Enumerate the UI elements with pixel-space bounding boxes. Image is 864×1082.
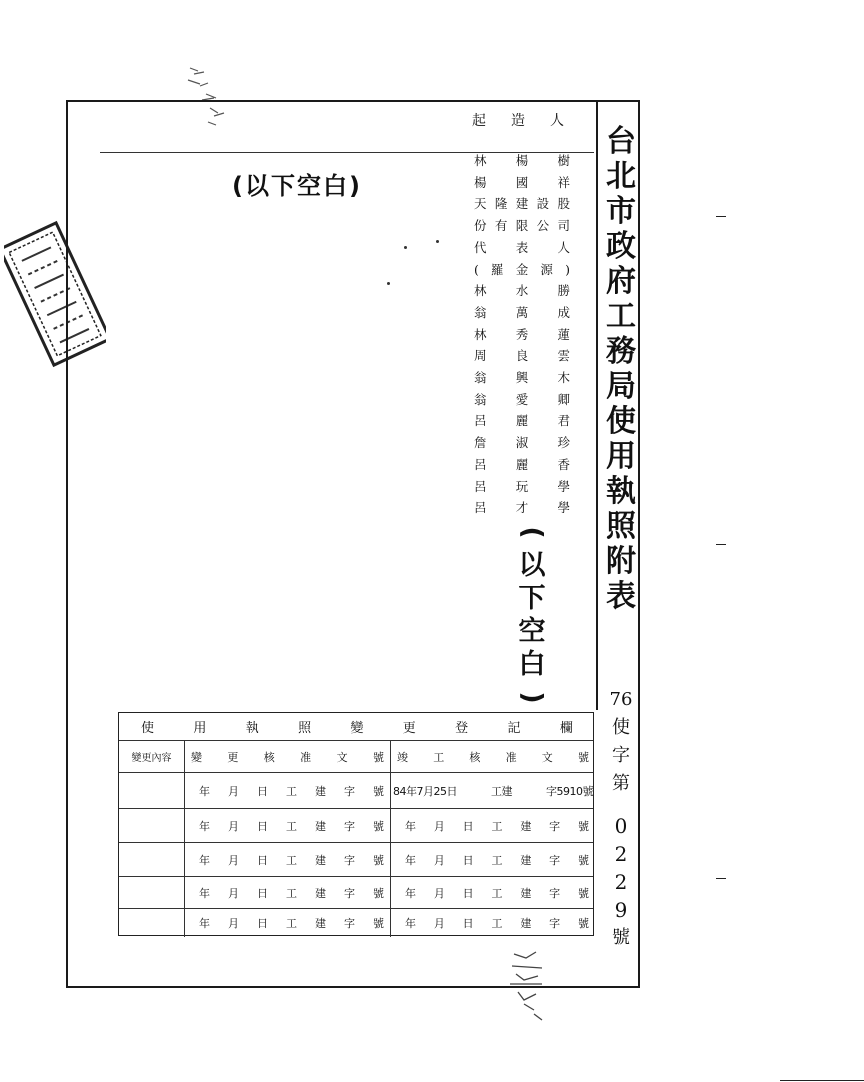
template-char: 月 — [433, 917, 445, 930]
template-char: 年 — [199, 886, 210, 900]
change-content-cell — [119, 843, 185, 876]
template-char: 年 — [199, 819, 210, 833]
applicant-char: 建 — [515, 196, 529, 212]
applicant-char: 淑 — [515, 435, 529, 451]
applicant-char: 萬 — [515, 304, 529, 320]
change-register-table — [118, 712, 594, 936]
approval-number-cell — [185, 909, 391, 937]
applicant-char: 公 — [536, 218, 550, 234]
register-row — [119, 877, 593, 909]
document-number: 76 使 字 第 0 2 2 9 號 — [609, 689, 633, 948]
template-char: 日 — [257, 853, 268, 867]
template-char: 號 — [577, 886, 589, 900]
applicant-char: 份 — [474, 218, 487, 234]
applicant-char: 金 — [515, 261, 529, 277]
applicant-char: 麗 — [515, 413, 529, 429]
template-char: 建 — [315, 917, 326, 930]
template-char: 日 — [462, 819, 474, 833]
register-title — [119, 713, 595, 740]
template-char: 號 — [373, 819, 384, 833]
applicant-char: 天 — [474, 196, 487, 212]
applicant-char: 周 — [474, 348, 487, 364]
applicant-char: 限 — [515, 218, 529, 234]
completion-number-cell — [391, 809, 595, 842]
register-row — [119, 909, 593, 937]
completion-number-cell — [391, 773, 595, 808]
blank-note-horizontal: (以下空白) — [232, 172, 362, 200]
col-completion-approval — [391, 741, 595, 772]
template-char: 月 — [228, 819, 239, 833]
template-char: 年 — [405, 853, 416, 867]
template-char: 建 — [520, 819, 532, 833]
applicant-row — [474, 150, 570, 172]
change-content-cell — [119, 909, 185, 937]
template-char: 月 — [433, 886, 445, 900]
applicant-row — [474, 476, 570, 498]
applicant-row — [474, 454, 570, 476]
header-char: 准 — [300, 750, 312, 764]
applicant-char: 翁 — [474, 304, 487, 320]
applicant-row — [474, 259, 570, 281]
template-char: 建 — [520, 886, 532, 900]
applicant-char: 興 — [515, 370, 529, 386]
register-title-char: 更 — [402, 721, 416, 736]
template-char: 工 — [286, 917, 297, 930]
applicant-char: 雲 — [557, 348, 570, 364]
applicant-char: 代 — [474, 239, 487, 255]
template-char: 字 — [549, 819, 561, 833]
register-title-char: 執 — [245, 721, 259, 736]
template-char: 工 — [491, 917, 503, 930]
template-char: 工 — [491, 853, 503, 867]
change-content-cell — [119, 773, 185, 808]
applicant-char: 楊 — [515, 153, 529, 168]
template-char: 工 — [286, 886, 297, 900]
template-char: 字 — [549, 917, 561, 930]
approval-number-cell — [185, 843, 391, 876]
template-char: 月 — [228, 784, 239, 798]
template-char: 字 — [344, 853, 355, 867]
template-char: 建 — [520, 917, 532, 930]
applicant-char: 麗 — [515, 456, 529, 472]
header-char: 變 — [191, 750, 202, 764]
register-title-char: 欄 — [559, 721, 573, 736]
applicant-row — [474, 302, 570, 324]
template-char: 工 — [286, 819, 297, 833]
applicant-char: 翁 — [474, 391, 487, 407]
approval-number-cell — [185, 877, 391, 908]
header-char: 核 — [263, 750, 275, 764]
template-char: 號 — [373, 784, 384, 798]
filled-date: 84年7月25日 — [393, 784, 457, 798]
register-title-char: 登 — [455, 721, 469, 736]
applicant-char: 勝 — [557, 283, 570, 299]
completion-number-cell — [391, 877, 595, 908]
template-char: 日 — [257, 819, 268, 833]
template-char: 工 — [491, 819, 503, 833]
template-char: 月 — [433, 819, 445, 833]
applicant-char: 水 — [515, 283, 529, 299]
template-char: 字 — [344, 819, 355, 833]
applicant-char: 國 — [515, 174, 529, 190]
applicant-char: 林 — [474, 153, 487, 168]
applicant-char: 源 — [540, 261, 553, 277]
register-row — [119, 809, 593, 843]
template-char: 字 — [344, 917, 355, 930]
applicant-char: 呂 — [474, 413, 487, 429]
col-change-content: 變更內容 — [119, 741, 185, 772]
applicant-char: 人 — [557, 239, 570, 255]
register-header-row — [119, 741, 593, 773]
applicant-char: 珍 — [557, 435, 570, 451]
margin-tick — [780, 1080, 864, 1081]
template-char: 工 — [286, 784, 297, 798]
template-char: 月 — [228, 886, 239, 900]
template-char: 建 — [315, 886, 326, 900]
applicant-char: 設 — [536, 196, 550, 212]
applicant-row — [474, 345, 570, 367]
approval-number-cell — [185, 809, 391, 842]
register-title-char: 用 — [193, 721, 207, 736]
applicant-char: 才 — [515, 500, 529, 516]
applicant-row — [474, 324, 570, 346]
applicant-char: 卿 — [557, 391, 570, 407]
template-char: 建 — [315, 784, 326, 798]
template-char: 日 — [462, 853, 474, 867]
template-char: 號 — [577, 819, 589, 833]
margin-tick — [716, 544, 726, 545]
header-char: 文 — [541, 750, 553, 764]
applicant-char: 秀 — [515, 326, 529, 342]
template-char: 工 — [286, 853, 297, 867]
template-char: 月 — [433, 853, 445, 867]
template-char: 年 — [405, 819, 416, 833]
applicant-char: ( — [474, 261, 479, 277]
applicant-char: 祥 — [557, 174, 570, 190]
template-char: 年 — [199, 853, 210, 867]
applicant-char: 有 — [494, 218, 508, 234]
applicant-char: 司 — [557, 218, 570, 234]
applicant-char: 呂 — [474, 478, 487, 494]
margin-tick — [716, 216, 726, 217]
template-char: 字 — [549, 886, 561, 900]
applicant-row — [474, 215, 570, 237]
applicant-row — [474, 432, 570, 454]
template-char: 號 — [577, 853, 589, 867]
blank-note-vertical: ( 以 下 空 白 ) — [516, 526, 548, 704]
applicant-char: 玩 — [515, 478, 529, 494]
register-title-char: 照 — [298, 721, 312, 736]
applicant-char: 成 — [557, 304, 570, 320]
register-row — [119, 773, 593, 809]
header-char: 竣 — [397, 750, 408, 764]
applicant-char: 林 — [474, 326, 487, 342]
template-char: 建 — [315, 853, 326, 867]
template-char: 字 — [344, 784, 355, 798]
template-char: 建 — [520, 853, 532, 867]
template-char: 日 — [462, 886, 474, 900]
applicant-char: 股 — [557, 196, 570, 212]
applicant-char: 羅 — [491, 261, 504, 277]
applicant-row — [474, 172, 570, 194]
template-char: 年 — [405, 886, 416, 900]
applicant-char: 隆 — [494, 196, 508, 212]
template-char: 月 — [228, 853, 239, 867]
applicant-char: 學 — [557, 478, 570, 494]
register-title-char: 記 — [507, 721, 521, 736]
applicant-char: 香 — [557, 456, 570, 472]
applicant-row — [474, 280, 570, 302]
header-char: 核 — [469, 750, 481, 764]
applicant-char: 學 — [557, 500, 570, 516]
header-char: 號 — [372, 750, 384, 764]
register-row — [119, 843, 593, 877]
approval-number-cell — [185, 773, 391, 808]
applicant-row — [474, 237, 570, 259]
applicant-char: 君 — [557, 413, 570, 429]
template-char: 日 — [462, 917, 474, 930]
title-divider — [596, 100, 598, 710]
completion-number-cell — [391, 909, 595, 937]
template-char: 工 — [491, 886, 503, 900]
applicant-char: ) — [565, 261, 570, 277]
applicant-row — [474, 367, 570, 389]
applicant-char: 楊 — [474, 174, 487, 190]
filled-number: 字5910號 — [546, 784, 593, 798]
register-title-char: 使 — [141, 721, 155, 736]
applicant-char: 愛 — [515, 391, 529, 407]
applicant-char: 木 — [557, 370, 570, 386]
applicants-header: 起 造 人 — [472, 113, 564, 129]
applicant-char: 良 — [515, 348, 529, 364]
template-char: 年 — [199, 917, 210, 930]
applicant-char: 呂 — [474, 456, 487, 472]
header-char: 工 — [433, 750, 445, 764]
header-char: 更 — [227, 750, 239, 764]
applicant-char: 樹 — [557, 153, 570, 168]
template-char: 號 — [373, 917, 384, 930]
applicant-char: 表 — [515, 239, 529, 255]
template-char: 日 — [257, 886, 268, 900]
applicant-row — [474, 410, 570, 432]
template-char: 月 — [228, 917, 239, 930]
applicant-char: 翁 — [474, 370, 487, 386]
document-title: 台 北 市 政 府 工 務 局 使 用 執 照 附 表 — [606, 124, 636, 614]
applicant-char: 蓮 — [557, 326, 570, 342]
applicant-row — [474, 389, 570, 411]
template-char: 日 — [257, 784, 268, 798]
change-content-cell — [119, 809, 185, 842]
change-content-cell — [119, 877, 185, 908]
applicant-char: 詹 — [474, 435, 487, 451]
margin-tick — [716, 878, 726, 879]
applicants-list — [474, 150, 570, 519]
applicant-row — [474, 193, 570, 215]
template-char: 年 — [199, 784, 210, 798]
template-char: 號 — [373, 853, 384, 867]
col-change-approval — [185, 741, 391, 772]
template-char: 年 — [405, 917, 416, 930]
template-char: 建 — [315, 819, 326, 833]
completion-number-cell — [391, 843, 595, 876]
template-char: 號 — [373, 886, 384, 900]
register-title-char: 變 — [350, 721, 364, 736]
template-char: 號 — [577, 917, 589, 930]
filled-office: 工建 — [491, 784, 512, 798]
template-char: 字 — [549, 853, 561, 867]
register-title-row — [119, 713, 593, 741]
header-char: 號 — [577, 750, 589, 764]
template-char: 字 — [344, 886, 355, 900]
applicant-char: 林 — [474, 283, 487, 299]
template-char: 日 — [257, 917, 268, 930]
header-char: 准 — [505, 750, 517, 764]
header-char: 文 — [336, 750, 348, 764]
applicant-char: 呂 — [474, 500, 487, 516]
